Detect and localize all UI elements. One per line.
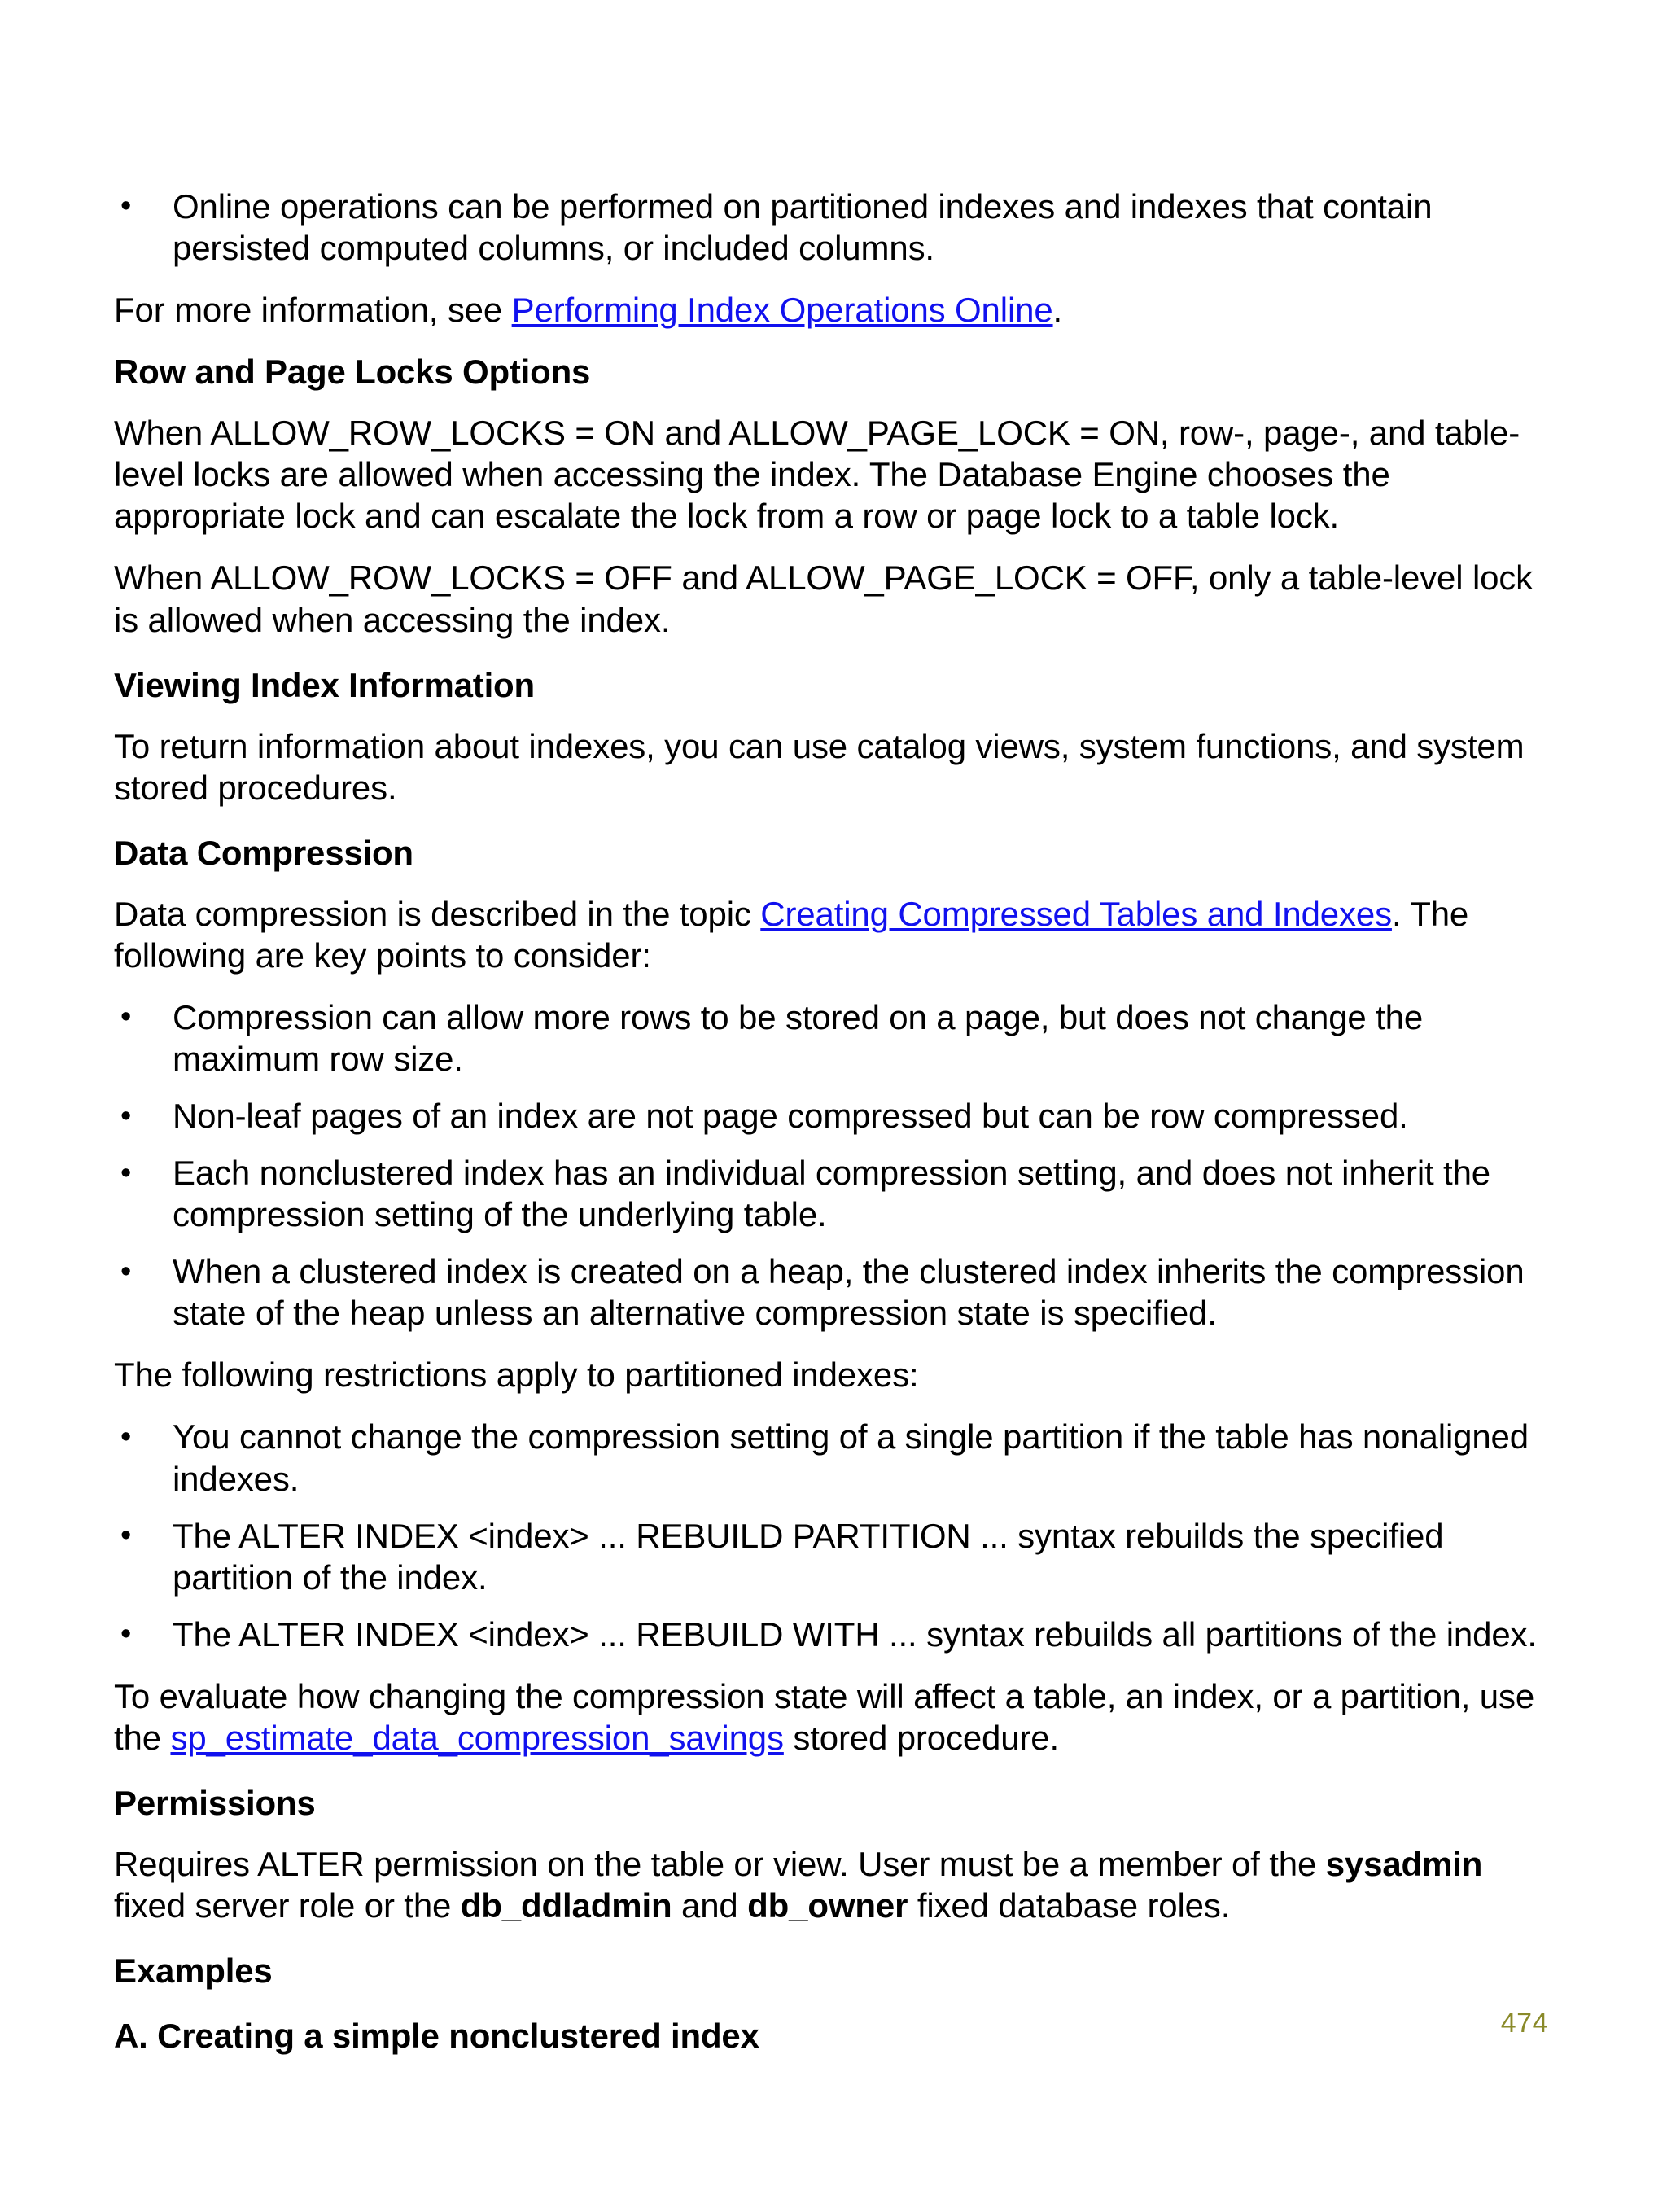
compression-key-points-list xyxy=(114,996,1548,1334)
list-item-text: You cannot change the compression setting of a single partition if the table has nonaligned indexes. xyxy=(173,1417,1529,1498)
list-item xyxy=(114,996,1548,1080)
evaluate-compression-paragraph xyxy=(114,1675,1548,1759)
list-item xyxy=(114,1095,1548,1137)
list-item xyxy=(114,1515,1548,1598)
online-operations-bullet-list xyxy=(114,186,1548,269)
page-content xyxy=(114,186,1548,2077)
heading-examples: Examples xyxy=(114,1951,273,1991)
list-item-text: The ALTER INDEX <index> ... REBUILD PARTITION ... syntax rebuilds the specified partition of the index. xyxy=(173,1516,1444,1597)
data-compression-prefix: Data compression is described in the topic xyxy=(114,895,761,934)
link-creating-compressed-tables-and-indexes[interactable]: Creating Compressed Tables and Indexes xyxy=(760,895,1392,934)
row-page-locks-paragraph-2: When ALLOW_ROW_LOCKS = OFF and ALLOW_PAGE_LOCK = OFF, only a table-level lock is allowed when accessing the index. xyxy=(114,558,1534,639)
list-item xyxy=(114,1614,1548,1655)
list-item-text: The ALTER INDEX <index> ... REBUILD WITH ... syntax rebuilds all partitions of the index. xyxy=(173,1614,1537,1654)
list-item xyxy=(114,186,1548,269)
list-item-text: Non-leaf pages of an index are not page compressed but can be row compressed. xyxy=(173,1097,1408,1136)
evaluate-suffix: stored procedure. xyxy=(783,1718,1060,1757)
bullet-icon: • xyxy=(120,1155,132,1190)
viewing-index-paragraph-1: To return information about indexes, you can use catalog views, system functions, and system stored procedures. xyxy=(114,726,1525,807)
bullet-icon: • xyxy=(120,1000,132,1035)
link-performing-index-operations-online[interactable]: Performing Index Operations Online xyxy=(511,291,1053,330)
permissions-role-db-ddladmin: db_ddladmin xyxy=(460,1886,672,1925)
heading-example-a: A. Creating a simple nonclustered index xyxy=(114,2017,759,2056)
list-item-text: Online operations can be performed on partitioned indexes and indexes that contain persisted computed columns, or included columns. xyxy=(173,187,1433,268)
permissions-role-sysadmin: sysadmin xyxy=(1325,1844,1483,1883)
list-item xyxy=(114,1152,1548,1235)
bullet-icon: • xyxy=(120,1419,132,1454)
more-info-suffix: . xyxy=(1052,291,1063,330)
data-compression-suffix: . The following are key points to consider: xyxy=(114,895,1469,975)
heading-row-and-page-locks-options: Row and Page Locks Options xyxy=(114,353,591,392)
bullet-icon: • xyxy=(120,1098,132,1133)
bullet-icon: • xyxy=(120,189,132,224)
data-compression-intro-paragraph xyxy=(114,893,1548,976)
heading-data-compression: Data Compression xyxy=(114,833,413,872)
partitioned-index-restrictions-list xyxy=(114,1416,1548,1654)
evaluate-prefix: To evaluate how changing the compression state will affect a table, an index, or a partition, use the xyxy=(114,1676,1535,1757)
heading-viewing-index-information: Viewing Index Information xyxy=(114,665,535,704)
permissions-paragraph xyxy=(114,1843,1548,1926)
list-item xyxy=(114,1416,1548,1499)
permissions-text-part-1: Requires ALTER permission on the table or view. User must be a member of the xyxy=(114,1844,1326,1883)
bullet-icon: • xyxy=(120,1518,132,1553)
list-item-text: When a clustered index is created on a heap, the clustered index inherits the compression state of the heap unless an alternative compression state is specified. xyxy=(173,1252,1525,1333)
link-sp-estimate-data-compression-savings[interactable]: sp_estimate_data_compression_savings xyxy=(170,1718,784,1757)
heading-permissions: Permissions xyxy=(114,1783,316,1822)
more-info-prefix: For more information, see xyxy=(114,291,512,330)
bullet-icon: • xyxy=(120,1254,132,1289)
permissions-text-part-4: fixed database roles. xyxy=(908,1886,1231,1925)
permissions-role-db-owner: db_owner xyxy=(747,1886,908,1925)
bullet-icon: • xyxy=(120,1616,132,1651)
restrictions-intro-paragraph: The following restrictions apply to partitioned indexes: xyxy=(114,1356,919,1395)
permissions-text-part-3: and xyxy=(672,1886,748,1925)
more-information-paragraph xyxy=(114,289,1548,331)
row-page-locks-paragraph-1: When ALLOW_ROW_LOCKS = ON and ALLOW_PAGE_LOCK = ON, row-, page-, and table-level locks are allowed when accessing the index. The Database Engine chooses the appropriate lock and can escalate the lock from a row or page lock to a table lock. xyxy=(114,414,1520,536)
list-item-text: Compression can allow more rows to be stored on a page, but does not change the maximum row size. xyxy=(173,998,1424,1079)
page-number: 474 xyxy=(1500,2008,1548,2039)
list-item xyxy=(114,1251,1548,1334)
list-item-text: Each nonclustered index has an individual compression setting, and does not inherit the compression setting of the underlying table. xyxy=(173,1154,1490,1234)
permissions-text-part-2: fixed server role or the xyxy=(114,1886,461,1925)
